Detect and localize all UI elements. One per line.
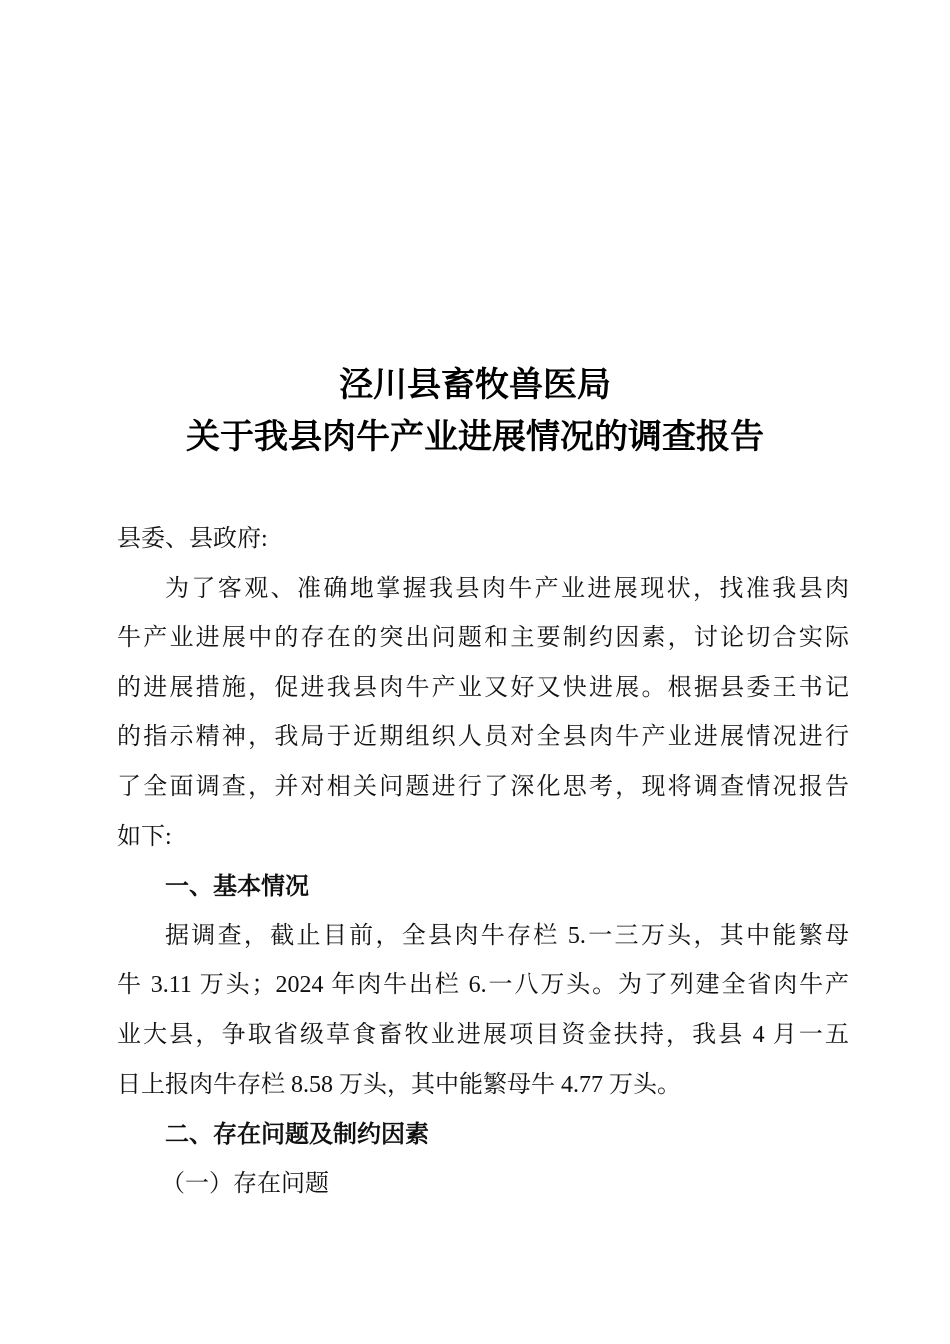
title-line-agency: 泾川县畜牧兽医局 — [339, 365, 611, 405]
paragraph-line: 牛 3.11 万头；2024 年肉牛出栏 6.一八万头。为了列建全省肉牛产 — [117, 972, 849, 999]
paragraph-line: 了全面调查，并对相关问题进行了深化思考，现将调查情况报告 — [117, 773, 849, 800]
paragraph-line: 据调查，截止目前，全县肉牛存栏 5.一三万头，其中能繁母 — [165, 922, 849, 949]
paragraph-line: 的进展措施，促进我县肉牛产业又好又快进展。根据县委王书记 — [117, 674, 849, 701]
intro-paragraph — [117, 565, 849, 863]
paragraph-line: 如下: — [117, 823, 172, 850]
document-body — [117, 515, 849, 1209]
paragraph-line: 为了客观、准确地掌握我县肉牛产业进展现状，找准我县肉 — [165, 575, 849, 602]
title-line-subject: 关于我县肉牛产业进展情况的调查报告 — [186, 417, 764, 457]
subsection-heading-existing-problems: （一）存在问题 — [161, 1170, 329, 1197]
section-heading-basic-situation: 一、基本情况 — [165, 872, 309, 901]
paragraph-line: 的指示精神，我局于近期组织人员对全县肉牛产业进展情况进行 — [117, 724, 849, 751]
section-heading-problems: 二、存在问题及制约因素 — [165, 1120, 429, 1149]
paragraph-line: 业大县，争取省级草食畜牧业进展项目资金扶持，我县 4 月一五 — [117, 1021, 849, 1048]
paragraph-line: 日上报肉牛存栏 8.58 万头，其中能繁母牛 4.77 万头。 — [117, 1071, 681, 1098]
document-title — [0, 359, 950, 463]
basic-situation-paragraph — [117, 912, 849, 1110]
salutation: 县委、县政府: — [117, 526, 268, 552]
paragraph-line: 牛产业进展中的存在的突出问题和主要制约因素，讨论切合实际 — [117, 625, 849, 652]
